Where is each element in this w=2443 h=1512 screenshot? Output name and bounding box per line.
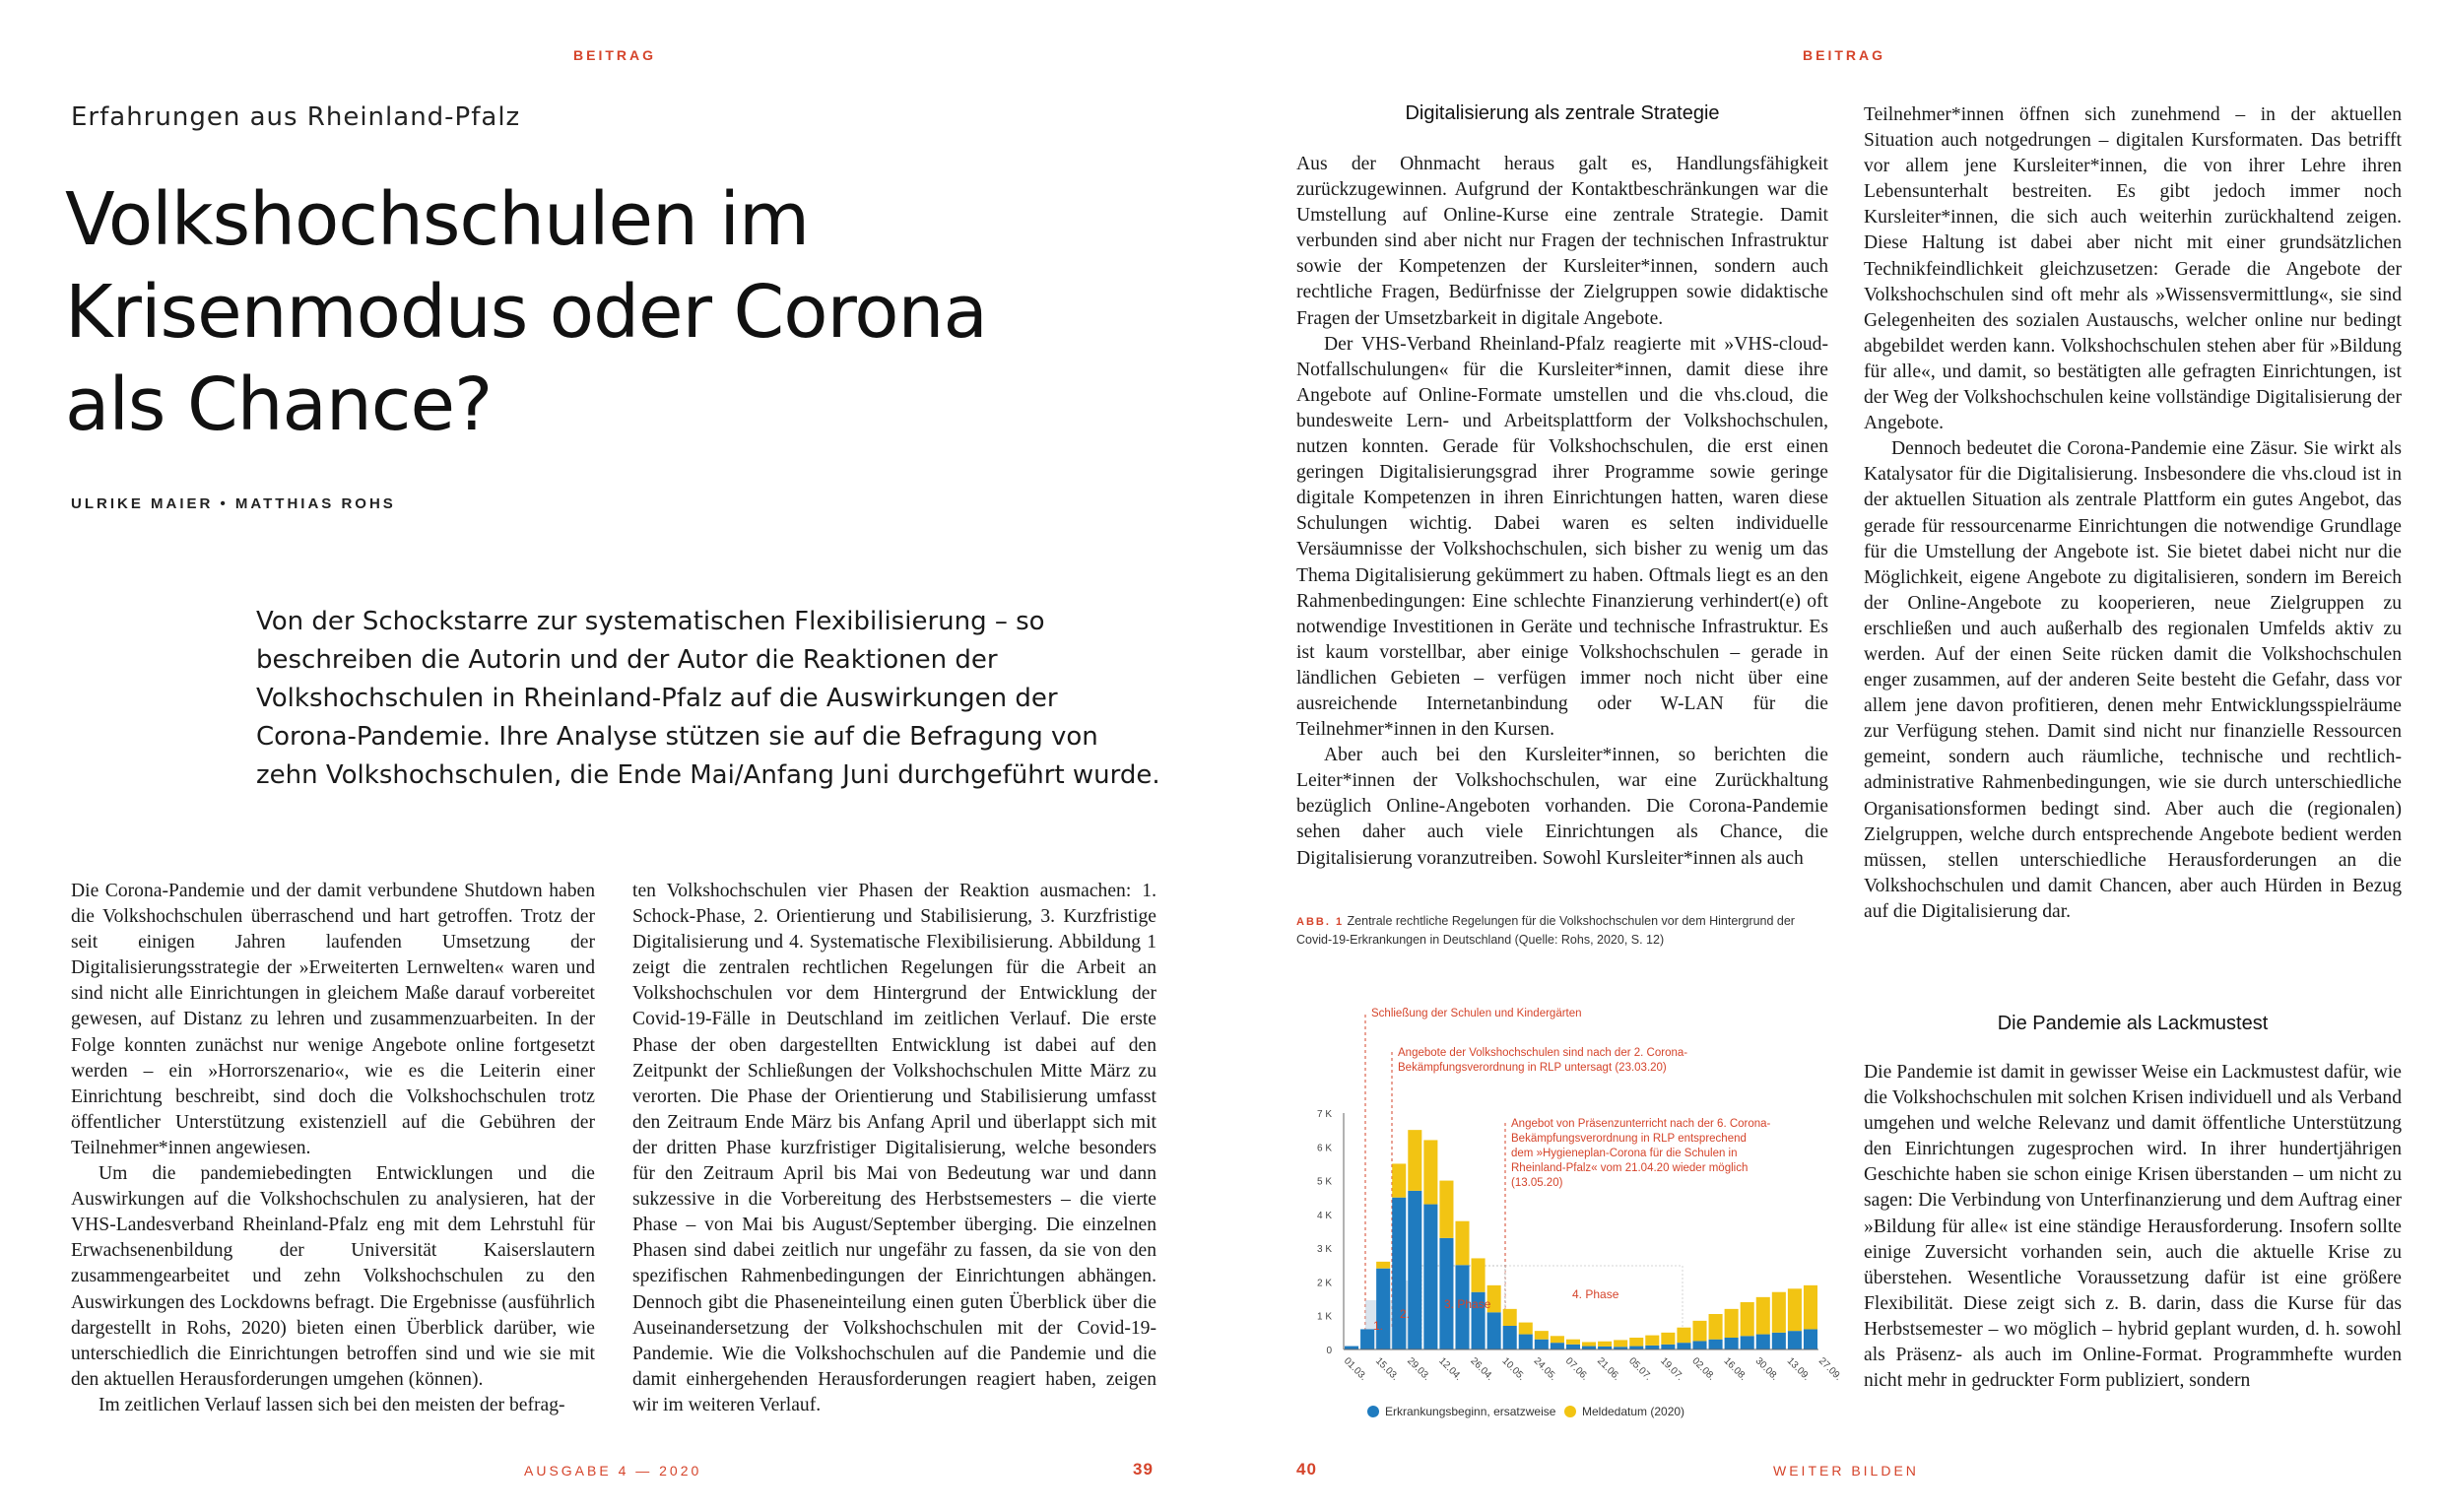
- x-tick-label: 24.05.: [1531, 1355, 1559, 1383]
- x-tick-label: 16.08.: [1721, 1355, 1749, 1383]
- bar-erkrankung: [1725, 1338, 1739, 1349]
- title-line-1: Volkshochschulen im: [65, 177, 810, 262]
- caption-label: ABB. 1: [1296, 916, 1345, 928]
- lead-paragraph: Von der Schockstarre zur systematischen Flexibilisierung – so beschreiben die Autorin und der Autor die Reaktionen der Volkshochschulen in Rheinland-Pfalz auf die Auswirkungen der Corona-Pandemie. Ihre Analyse stützen sie auf die Befragung von zehn Volkshochschulen, die Ende Mai/Anfang Juni durchgeführt wurde.: [256, 607, 1160, 790]
- bar-erkrankung: [1582, 1347, 1596, 1349]
- x-tick-label: 13.09.: [1784, 1355, 1813, 1383]
- y-tick-label: 4 K: [1316, 1210, 1332, 1221]
- bar-erkrankung: [1566, 1345, 1580, 1349]
- bar-erkrankung: [1645, 1346, 1659, 1349]
- heading-lackmustest: Die Pandemie als Lackmustest: [1997, 1013, 2269, 1034]
- caption-text: Zentrale rechtliche Regelungen für die Volkshochschulen vor dem Hintergrund der Covid-19-Erkrankungen in Deutschland (Quelle: Rohs, 2020, S. 12): [1296, 914, 1795, 947]
- bar-meldedatum: [1439, 1181, 1453, 1238]
- col4-para-1: Teilnehmer*innen öffnen sich zunehmend – in der aktuellen Situation auch notgedrungen – digitalen Kursformaten. Das betrifft vor allem jene Kursleiter*innen, die von ihrer Lehre ihren Lebensunterhalt bestreiten. Es gibt jedoch immer noch Kursleiter*innen, die sich auch weiterhin zurückhaltend zeigen. Diese Haltung ist dabei aber nicht mit einer grundsätzlichen Technikfeindlichkeit gleichzusetzen: Gerade die Angebote der Volkshochschulen sind oft mehr als »Wissensvermittlung«, sie sind Gelegenheiten des sozialen Austauschs, welcher online nur bedingt abgebildet werden kann. Volkshochschulen stehen aber für »Bildung für alle«, und damit, so bestätigten alle gefragten Einrichtungen, ist der Weg der Volkshochschulen keine vollständige Digitalisierung der Angebote.: [1864, 104, 2402, 434]
- phase-3-label: 3. Phase: [1444, 1297, 1491, 1311]
- bar-erkrankung: [1741, 1336, 1754, 1349]
- column-2: [632, 879, 1156, 1418]
- x-tick-label: 26.04.: [1468, 1355, 1495, 1383]
- col4b-para-1: Die Pandemie ist damit in gewisser Weise ein Lackmustest dafür, wie die Volkshochschulen mit solchen Krisen individuell und als Verband umgehen und welche Relevanz und damit öffentliche Unterstützung den Einrichtungen zugesprochen wird. In ihrer hundertjährigen Geschichte haben sie schon einige Krisen überstanden – um nicht zu sagen: Die Verbindung von Unterfinanzierung und dem Auftrag einer »Bildung für alle« ist eine ständige Herausforderung. Insofern sollte einige Zuversicht vorhanden sein, auch die aktuelle Krise zu überstehen. Wesentliche Voraussetzung dafür ist eine größere Flexibilität. Diese zeigt sich z. B. darin, dass die Kurse für das Herbstsemester – wo möglich – hybrid geplant wurden, d. h. sowohl als Präsenz- als auch im Online-Format. Programmhefte wurden nicht mehr in gedruckter Form publiziert, sondern: [1864, 1062, 2402, 1392]
- authors: ULRIKE MAIER • MATTHIAS ROHS: [71, 495, 396, 512]
- bar-meldedatum: [1614, 1340, 1627, 1347]
- bar-meldedatum: [1598, 1342, 1612, 1347]
- phase-1-label: 1.: [1373, 1319, 1384, 1333]
- bar-meldedatum: [1455, 1221, 1469, 1266]
- x-tick-label: 02.08.: [1689, 1355, 1717, 1383]
- bar-meldedatum: [1423, 1140, 1437, 1204]
- column-1: [71, 879, 595, 1418]
- bar-meldedatum: [1804, 1285, 1817, 1330]
- article-subtitle: Erfahrungen aus Rheinland-Pfalz: [71, 102, 521, 132]
- y-tick-label: 2 K: [1316, 1278, 1332, 1289]
- x-tick-label: 01.03.: [1341, 1355, 1369, 1383]
- x-tick-label: 07.06.: [1562, 1355, 1591, 1383]
- bar-erkrankung: [1535, 1340, 1549, 1349]
- bar-erkrankung: [1519, 1335, 1533, 1349]
- col3-para-2: Der VHS-Verband Rheinland-Pfalz reagierte mit »VHS-cloud-Notfallschulungen« für die Kursleiter*innen, damit diese ihre Angebote auf Online-Formate umstellen und die vhs.cloud, die bundesweite Lern- und Arbeitsplattform der Volkshochschulen, nutzen konnten. Gerade für Volkshochschulen, die erst einen geringen Digitalisierungsgrad ihrer Programme sowie geringe digitale Kompetenzen in ihren Einrichtungen hatten, waren diese Schulungen wichtig. Dabei waren es selten individuelle Versäumnisse der Volkshochschulen, sich bisher zu wenig um das Thema Digitalisierung gekümmert zu haben. Oftmals liegt es an den Rahmenbedingungen: Eine schlechte Finanzierung verhindert(e) oft notwendige Investitionen in Geräte und technische Infrastruktur. Es ist kaum vorstellbar, aber einige Volkshochschulen – gerade in ländlichen Gebieten – verfügen immer noch nicht über eine ausreichende Internetanbindung oder W-LAN für die Teilnehmer*innen in den Kursen.: [1296, 333, 1828, 741]
- section-kicker-left: BEITRAG: [573, 47, 656, 63]
- col3-para-1: Aus der Ohnmacht heraus galt es, Handlungsfähigkeit zurückzugewinnen. Aufgrund der Kontaktbeschränkungen war die Umstellung auf Online-Kurse eine zentrale Strategie. Damit verbunden sind aber nicht nur Fragen der technischen Infrastruktur sowie der Kompetenzen der Kursleiter*innen, sondern auch rechtliche Fragen, Bedürfnisse der Zielgruppen sowie didaktische Fragen der Umsetzbarkeit in digitale Angebote.: [1296, 154, 1828, 329]
- bar-meldedatum: [1392, 1163, 1406, 1197]
- legend-erkrankung: Erkrankungsbeginn, ersatzweise: [1385, 1405, 1556, 1418]
- phase-2-label: 2.: [1400, 1307, 1411, 1321]
- bar-erkrankung: [1692, 1341, 1706, 1349]
- bar-meldedatum: [1582, 1342, 1596, 1346]
- bar-meldedatum: [1472, 1258, 1486, 1291]
- bar-meldedatum: [1535, 1331, 1549, 1340]
- title-line-2: Krisenmodus oder Corona: [65, 270, 987, 355]
- bar-meldedatum: [1677, 1328, 1690, 1343]
- bar-meldedatum: [1725, 1309, 1739, 1338]
- y-tick-label: 6 K: [1316, 1143, 1332, 1154]
- bar-meldedatum: [1709, 1314, 1723, 1340]
- col1-para-3: Im zeitlichen Verlauf lassen sich bei den meisten der befrag-: [99, 1394, 565, 1415]
- column-4: [1864, 102, 2402, 925]
- bar-meldedatum: [1629, 1338, 1643, 1347]
- bar-meldedatum: [1645, 1336, 1659, 1346]
- y-tick-label: 0: [1326, 1346, 1332, 1356]
- x-tick-label: 30.08.: [1752, 1355, 1781, 1383]
- x-tick-label: 05.07.: [1626, 1355, 1654, 1383]
- bar-erkrankung: [1661, 1345, 1675, 1349]
- bar-meldedatum: [1741, 1302, 1754, 1336]
- heading-digitalisierung: Digitalisierung als zentrale Strategie: [1405, 102, 1720, 124]
- legend-dot-meldedatum: [1564, 1406, 1576, 1417]
- bar-meldedatum: [1788, 1288, 1802, 1331]
- bar-meldedatum: [1503, 1309, 1517, 1326]
- bar-erkrankung: [1551, 1343, 1564, 1349]
- x-tick-label: 21.06.: [1594, 1355, 1622, 1383]
- y-tick-label: 5 K: [1316, 1176, 1332, 1188]
- bar-erkrankung: [1392, 1198, 1406, 1349]
- bar-erkrankung: [1408, 1191, 1421, 1349]
- issue-footer: AUSGABE 4 — 2020: [524, 1463, 702, 1479]
- y-tick-label: 3 K: [1316, 1244, 1332, 1256]
- col2-para-1: ten Volkshochschulen vier Phasen der Reaktion ausmachen: 1. Schock-Phase, 2. Orientierung und Stabilisierung, 3. Kurzfristige Digitalisierung und 4. Systematische Flexibilisierung. Abbildung 1 zeigt die zentralen rechtlichen Regelungen für die Arbeit an Volkshochschulen vor dem Hintergrund der Entwicklung der Covid-19-Fälle in Deutschland im zeitlichen Verlauf. Die erste Phase der oben dargestellten Entwicklung ist dabei auf den Zeitpunkt der Schließungen der Volkshochschulen Mitte März zu verorten. Die Phase der Orientierung und Stabilisierung umfasst den Zeitraum Ende März bis Anfang April und überlappt sich mit der dritten Phase kurzfristiger Digitalisierung, welche besonders für den Zeitraum April bis Mai von Bedeutung war und dann sukzessive in die Vorbereitung des Herbstsemesters – die vierte Phase – von Mai bis August/September überging. Die einzelnen Phasen sind dabei zeitlich nur ungefähr zu fassen, da sie von den spezifischen Rahmenbedingungen der Einrichtungen abhängen. Dennoch gibt die Phaseneinteilung einen guten Überblick über die Auseinandersetzung der Volkshochschulen mit der Covid-19-Pandemie. Wie die Volkshochschulen auf die Pandemie und die damit einhergehenden Herausforderungen reagiert haben, zeigen wir im weiteren Verlauf.: [632, 881, 1156, 1415]
- annotation-3-text: Angebot von Präsenzunterricht nach der 6. Corona- Bekämpfungsverordnung in RLP entsprechend dem »Hygieneplan-Corona für die Schulen in Rheinland-Pfalz« vom 21.04.20 wieder möglich (13.05.20): [1511, 1118, 1771, 1189]
- bar-erkrankung: [1376, 1269, 1390, 1349]
- col1-para-1: Die Corona-Pandemie und der damit verbundene Shutdown haben die Volkshochschulen überraschend und hart getroffen. Trotz der seit einigen Jahren laufenden Umsetzung der Digitalisierungsstrategie der »Erweiterten Lernwelten« waren und sind nicht alle Einrichtungen in gleichem Maße darauf vorbereitet gewesen, auf Distanz zu lehren und zusammenzuarbeiten. In der Folge konnten zunächst nur wenige Angebote online fortgesetzt werden – ein »Horrorszenario«, wie es die Leiterin einer Einrichtung beschreibt, sind doch die Volkshochschulen trotz öffentlicher Unterstützung existenziell auf die Gebühren der Teilnehmer*innen angewiesen.: [71, 881, 595, 1158]
- col3-para-3: Aber auch bei den Kursleiter*innen, so berichten die Leiter*innen der Volkshochschulen, war eine Zurückhaltung bezüglich Online-Angeboten vorhanden. Die Corona-Pandemie sehen daher auch viele Einrichtungen als Chance, die Digitalisierung voranzutreiben. Sowohl Kursleiter*innen als auch: [1296, 745, 1828, 869]
- bar-erkrankung: [1772, 1333, 1786, 1349]
- article-title: [65, 173, 1099, 451]
- bar-meldedatum: [1772, 1292, 1786, 1333]
- bar-meldedatum: [1692, 1321, 1706, 1342]
- col1-para-2: Um die pandemiebedingten Entwicklungen und die Auswirkungen auf die Volkshochschulen zu analysieren, hat der VHS-Landesverband Rheinland-Pfalz eng mit dem Lehrstuhl für Erwachsenenbildung der Universität Kaiserslautern zusammengearbeitet und zehn Volkshochschulen zu den Auswirkungen des Lockdowns befragt. Die Ergebnisse (ausführlich dargestellt in Rohs, 2020) bieten einen Überblick darüber, wie unterschiedlich die Einrichtungen betroffen sind und wie sie mit den aktuellen Herausforderungen umgehen (können).: [71, 1163, 595, 1390]
- bar-erkrankung: [1439, 1238, 1453, 1349]
- bar-meldedatum: [1551, 1336, 1564, 1343]
- bar-erkrankung: [1503, 1326, 1517, 1349]
- annotation-2-text: Angebote der Volkshochschulen sind nach der 2. Corona- Bekämpfungsverordnung in RLP untersagt (23.03.20): [1398, 1047, 1688, 1074]
- column-3: [1296, 152, 1828, 872]
- magazine-footer: WEITER BILDEN: [1773, 1463, 1919, 1479]
- bar-erkrankung: [1788, 1331, 1802, 1349]
- bar-meldedatum: [1756, 1297, 1770, 1335]
- legend-meldedatum: Meldedatum (2020): [1582, 1405, 1685, 1418]
- covid-chart: [1296, 995, 1844, 1428]
- x-tick-label: 12.04.: [1436, 1355, 1464, 1383]
- bar-meldedatum: [1408, 1130, 1421, 1191]
- y-tick-label: 7 K: [1316, 1109, 1332, 1120]
- column-4b: [1864, 1060, 2402, 1394]
- bar-erkrankung: [1709, 1340, 1723, 1349]
- phase-4-label: 4. Phase: [1572, 1287, 1619, 1301]
- x-tick-label: 27.09.: [1816, 1355, 1844, 1383]
- page-number-40: 40: [1296, 1460, 1317, 1479]
- bar-erkrankung: [1677, 1343, 1690, 1349]
- title-line-3: als Chance?: [65, 362, 493, 447]
- figure-caption: [1296, 912, 1828, 949]
- y-tick-label: 1 K: [1316, 1311, 1332, 1323]
- annotation-1-text: Schließung der Schulen und Kindergärten: [1371, 1008, 1582, 1019]
- x-tick-label: 10.05.: [1499, 1355, 1527, 1383]
- x-tick-label: 29.03.: [1405, 1355, 1432, 1383]
- bar-erkrankung: [1345, 1347, 1358, 1349]
- bar-erkrankung: [1487, 1312, 1501, 1349]
- bar-erkrankung: [1423, 1205, 1437, 1349]
- legend-dot-erkrankung: [1367, 1406, 1379, 1417]
- bar-meldedatum: [1519, 1323, 1533, 1335]
- bar-erkrankung: [1629, 1347, 1643, 1349]
- bar-meldedatum: [1661, 1333, 1675, 1345]
- x-tick-label: 15.03.: [1373, 1355, 1401, 1383]
- bar-meldedatum: [1376, 1262, 1390, 1269]
- page-number-39: 39: [1133, 1460, 1154, 1479]
- bar-erkrankung: [1756, 1335, 1770, 1349]
- bar-meldedatum: [1566, 1340, 1580, 1345]
- x-tick-label: 19.07.: [1658, 1355, 1685, 1383]
- section-kicker-right: BEITRAG: [1803, 47, 1885, 63]
- bar-erkrankung: [1804, 1329, 1817, 1349]
- col4-para-2: Dennoch bedeutet die Corona-Pandemie eine Zäsur. Sie wirkt als Katalysator für die Digitalisierung. Insbesondere die vhs.cloud ist in der aktuellen Situation als zentrale Plattform ein gutes Angebot, das gerade für ressourcenarme Einrichtungen die notwendige Grundlage für die Umstellung der Angebote ist. Sie bietet dabei nicht nur die Möglichkeit, eigene Angebote zu digitalisieren, sondern im Bereich der Online-Angebote zu kooperieren, neue Zielgruppen zu erschließen und auch außerhalb des regionalen Umfelds aktiv zu werden. Auf der einen Seite rücken damit die Volkshochschulen enger zusammen, auf der anderen Seite besteht die Gefahr, dass vor allem jene davon profitieren, denen mehr Entwicklungsspielräume zur Verfügung stehen. Damit sind nicht nur finanzielle Ressourcen gemeint, sondern auch räumliche, technische und rechtlich-administrative Rahmenbedingungen, wie sie durch unterschiedliche Organisationsformen bedingt sind. Aber auch die (regionalen) Zielgruppen, welche durch entsprechende Angebote bedient werden müssen, stellen unterschiedliche Herausforderungen an die Volkshochschulen und damit Chancen, aber auch Hürden in Bezug auf die Digitalisierung dar.: [1864, 438, 2402, 922]
